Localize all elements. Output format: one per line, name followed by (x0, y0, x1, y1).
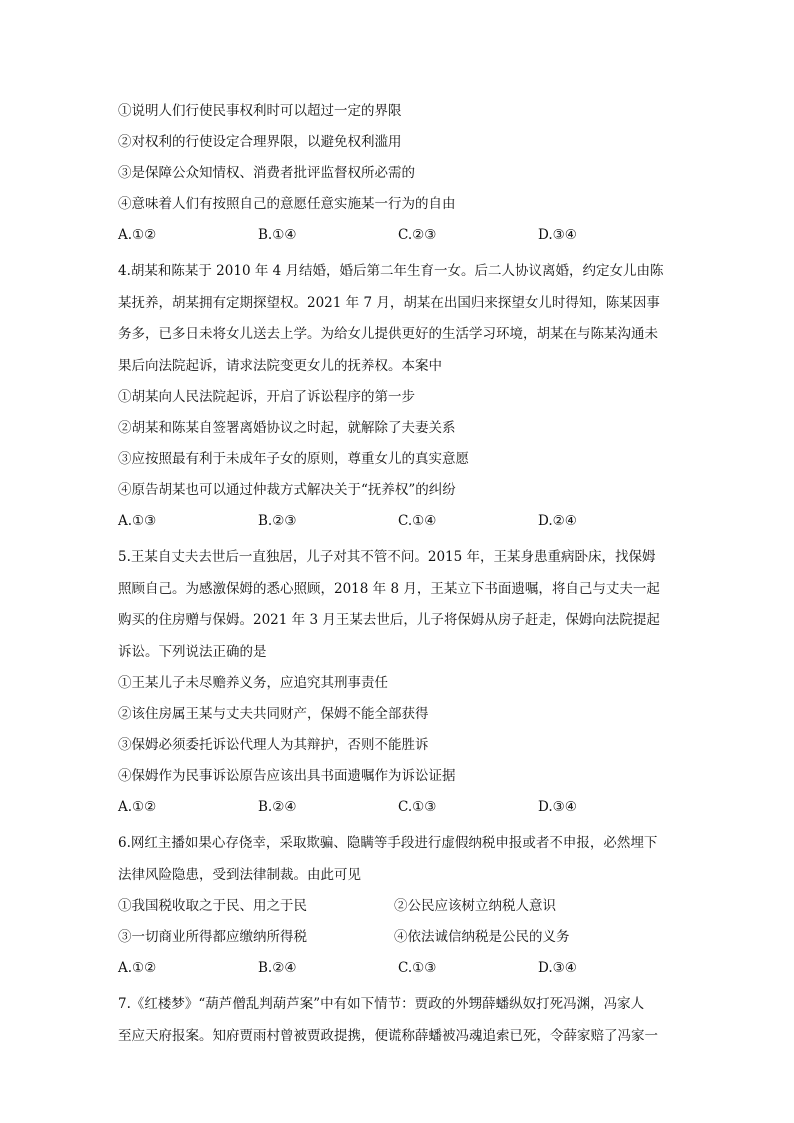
q6-choice-a[interactable]: A.①② (118, 960, 157, 976)
q4-option-1: ①胡某向人民法院起诉，开启了诉讼程序的第一步 (118, 389, 415, 405)
q3-option-1: ①说明人们行使民事权利时可以超过一定的界限 (118, 103, 402, 119)
q6-stem-line-1: 6.网红主播如果心存侥幸，采取欺骗、隐瞒等手段进行虚假纳税申报或者不申报，必然埋下 (118, 835, 658, 851)
q3-choice-b[interactable]: B.①④ (258, 227, 297, 243)
q4-choice-d[interactable]: D.②④ (538, 513, 577, 529)
q5-option-3: ③保姆必须委托诉讼代理人为其辩护，否则不能胜诉 (118, 737, 429, 753)
q4-choice-c[interactable]: C.①④ (398, 513, 437, 529)
q5-options (118, 668, 678, 792)
q6-choice-d[interactable]: D.③④ (538, 960, 577, 976)
q4-options (118, 382, 678, 506)
q6-options-row-2 (118, 922, 678, 953)
q5-stem-line-1: 5.王某自丈夫去世后一直独居，儿子对其不管不问。2015 年，王某身患重病卧床，找保姆 (118, 549, 656, 565)
q3-option-4: ④意味着人们有按照自己的意愿任意实施某一行为的自由 (118, 196, 456, 212)
q5-option-4: ④保姆作为民事诉讼原告应该出具书面遗嘱作为诉讼证据 (118, 768, 456, 784)
q4-stem (118, 256, 678, 382)
q5-stem-line-3: 购买的住房赠与保姆。2021 年 3 月王某去世后，儿子将保姆从房子赶走，保姆向法院提起 (118, 612, 660, 628)
q6-stem-line-2: 法律风险隐患，受到法律制裁。由此可见 (118, 866, 361, 883)
q5-choice-a[interactable]: A.①② (118, 799, 157, 815)
q6-option-4: ④依法诚信纳税是公民的义务 (394, 929, 570, 945)
q4-option-4: ④原告胡某也可以通过仲裁方式解决关于“抚养权”的纠纷 (118, 482, 456, 498)
q7-stem (118, 989, 678, 1052)
q4-choice-a[interactable]: A.①③ (118, 513, 157, 529)
q6-option-1: ①我国税收取之于民、用之于民 (118, 898, 307, 914)
q5-stem-line-2: 照顾自己。为感激保姆的悉心照顾，2018 年 8 月，王某立下书面遗嘱，将自己与丈夫一起 (118, 580, 660, 597)
q6-option-2: ②公民应该树立纳税人意识 (394, 898, 556, 914)
exam-page (118, 96, 678, 1052)
q4-stem-line-1: 4.胡某和陈某于 2010 年 4 月结婚，婚后第二年生育一女。后二人协议离婚，约定女儿由陈 (118, 263, 664, 279)
q4-choice-b[interactable]: B.②③ (258, 513, 297, 529)
q7-stem-line-1: 7.《红楼梦》“葫芦僧乱判葫芦案”中有如下情节：贾政的外甥薛蟠纵奴打死冯渊，冯家人 (118, 996, 645, 1012)
q6-option-3: ③一切商业所得都应缴纳所得税 (118, 929, 307, 945)
q3-choice-c[interactable]: C.②③ (398, 227, 437, 243)
q4-stem-line-3: 务多，已多日未将女儿送去上学。为给女儿提供更好的生活学习环境，胡某在与陈某沟通未 (118, 326, 658, 342)
q4-option-3: ③应按照最有利于未成年子女的原则，尊重女儿的真实意愿 (118, 451, 469, 467)
q6-choices (118, 953, 678, 984)
q3-options (118, 96, 678, 220)
q3-option-3: ③是保障公众知情权、消费者批评监督权所必需的 (118, 165, 415, 181)
q5-stem (118, 542, 678, 668)
q6-choice-b[interactable]: B.②④ (258, 960, 297, 976)
q7-stem-line-2: 至应天府报案。知府贾雨村曾被贾政提携，便谎称薛蟠被冯魂追索已死，令薛家赔了冯家一 (118, 1027, 658, 1044)
q3-choice-a[interactable]: A.①② (118, 227, 157, 243)
q3-choices (118, 220, 678, 251)
q5-option-2: ②该住房属王某与丈夫共同财产，保姆不能全部获得 (118, 706, 429, 722)
q4-option-2: ②胡某和陈某自签署离婚协议之时起，就解除了夫妻关系 (118, 420, 456, 436)
q6-stem (118, 828, 678, 891)
q4-stem-line-2: 某抚养，胡某拥有定期探望权。2021 年 7 月，胡某在出国归来探望女儿时得知，陈某因事 (118, 294, 660, 311)
q5-choices (118, 792, 678, 823)
q3-option-2: ②对权利的行使设定合理界限，以避免权利滥用 (118, 134, 402, 150)
q5-stem-line-4: 诉讼。下列说法正确的是 (118, 643, 267, 660)
q5-option-1: ①王某儿子未尽赡养义务，应追究其刑事责任 (118, 675, 388, 691)
q6-options-row-1 (118, 891, 678, 922)
q4-choices (118, 506, 678, 537)
q5-choice-d[interactable]: D.③④ (538, 799, 577, 815)
q6-choice-c[interactable]: C.①③ (398, 960, 437, 976)
q5-choice-b[interactable]: B.②④ (258, 799, 297, 815)
q3-choice-d[interactable]: D.③④ (538, 227, 577, 243)
q5-choice-c[interactable]: C.①③ (398, 799, 437, 815)
q4-stem-line-4: 果后向法院起诉，请求法院变更女儿的抚养权。本案中 (118, 357, 442, 374)
